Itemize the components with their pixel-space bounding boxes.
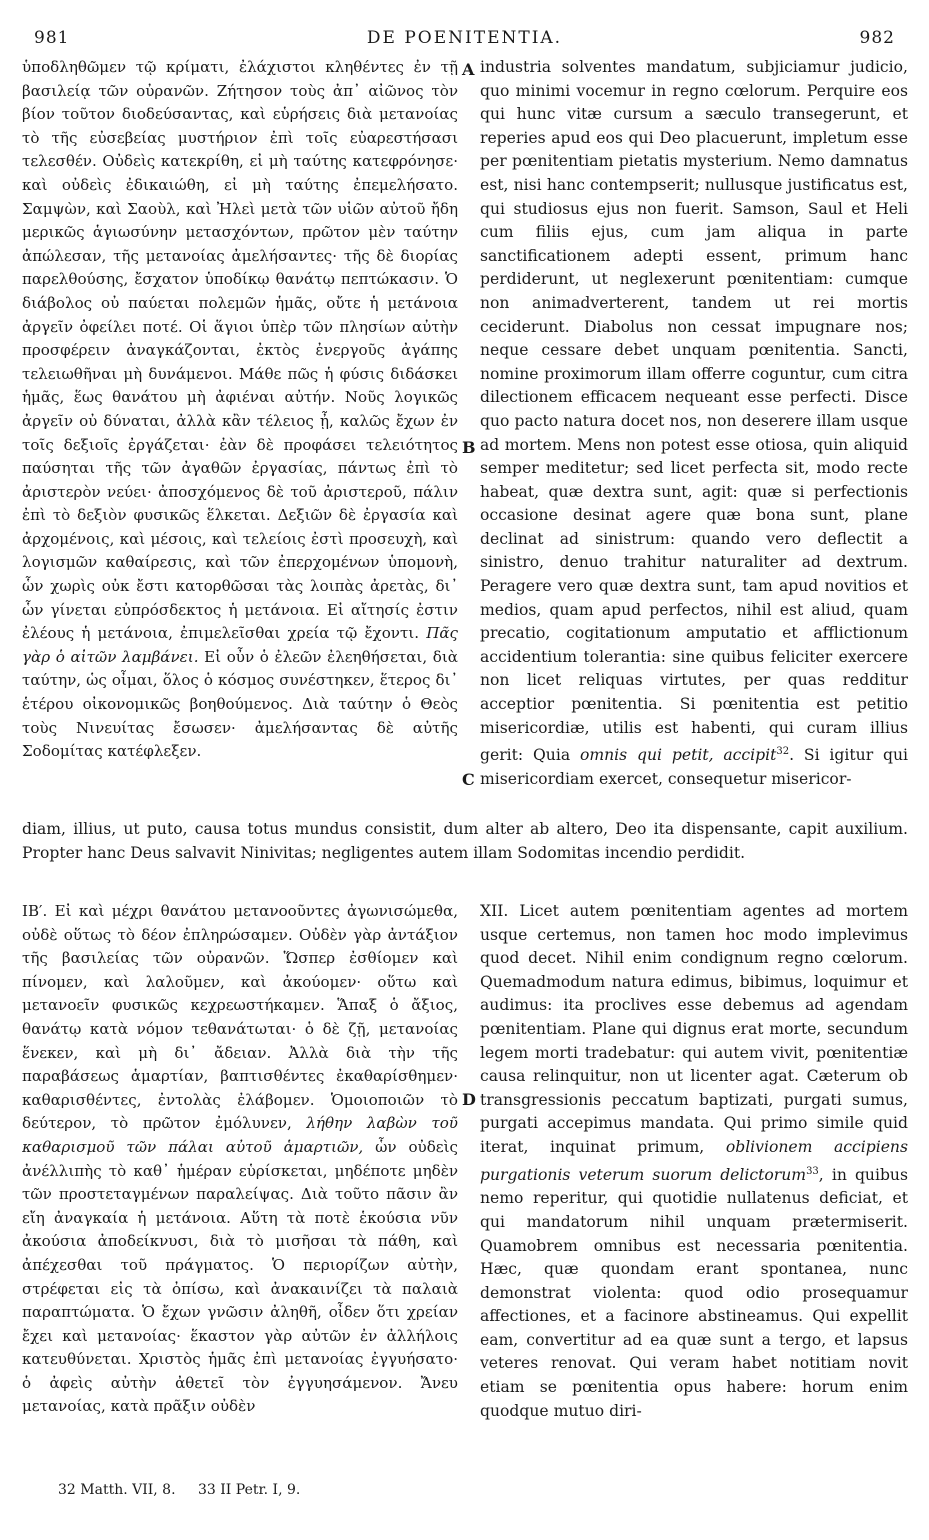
greek-column-bottom (22, 900, 458, 1419)
page-header (34, 28, 895, 54)
fullwidth-paragraph: diam, illius, ut puto, causa totus mundus consistit, dum alter ab altero, Deo ita dispensante, capit auxilium. Propter hanc Deus salvavit Ninivitas; negligentes autem illam Sodomitas incendio perdidit. (22, 820, 908, 862)
latin-column-bottom (480, 900, 908, 1423)
column-marker-c: C (462, 770, 475, 789)
greek-column-top (22, 56, 458, 764)
column-marker-b: B (462, 438, 476, 457)
running-title: DE POENITENTIA. (366, 28, 563, 48)
greek-text: ὑποδληθῶμεν τῷ κρίματι, ἐλάχιστοι κληθέντες ἐν τῇ βασιλείᾳ τῶν οὐρανῶν. Ζήτησον τοὺς ἀπ᾽ αἰῶνος τὸν βίον τοῦτον διοδεύσαντας, καὶ εὑρήσεις διὰ μετανοίας τὸ τῆς εὐσεβείας μυστήριον ἐπὶ τοῖς εὐαρεστήσασι τελεσθέν. Οὐδεὶς κατεκρίθη, εἰ μὴ ταύτης κατεφρόνησε· καὶ οὐδεὶς ἐδικαιώθη, εἰ μὴ ταύτης ἐπεμελήσατο. Σαμψὼν, καὶ Σαοὺλ, καὶ Ἠλεὶ μετὰ τῶν υἱῶν αὐτοῦ ἤδη μερικῶς ἁγιωσύνην μετασχόντων, πρῶτον μὲν ταύτην ἀπώλεσαν, τῆς μετανοίας ἀμελήσαντες· τῆς δὲ διορίας παρελθούσης, ἔσχατον ὑποδίκῳ θανάτῳ πεπτώκασιν. Ὁ διάβολος οὐ παύεται πολεμῶν ἡμᾶς, οὔτε ἡ μετάνοια ἀργεῖν ὀφείλει ποτέ. Οἱ ἅγιοι ὑπὲρ τῶν πλησίων αὐτὴν προσφέρειν ἀναγκάζονται, ἐκτὸς ἐνεργοῦς ἀγάπης τελειωθῆναι μὴ δυνάμενοι. Μάθε πῶς ἡ φύσις διδάσκει ἡμᾶς, ἕως θανάτου μὴ ἀφιέναι αὐτήν. Νοῦς λογικῶς ἀργεῖν οὐ δύναται, ἀλλὰ κἂν τέλειος ᾖ, καλῶς ἔχων ἐν τοῖς δεξιοῖς ἐργάζεται· ἐὰν δὲ προφάσει τελειότητος παύσηται τῆς τῶν ἀγαθῶν ἐργασίας, πάντως ἐπὶ τὸ ἀριστερὸν νεύει· ἀποσχόμενος δὲ τοῦ ἀριστεροῦ, πάλιν ἐπὶ τὸ δεξιὸν φυσικῶς ἕλκεται. Δεξιῶν δὲ ἐργασία καὶ ἀρχομένοις, καὶ μέσοις, καὶ τελείοις ἐστὶ προσευχὴ, καὶ λογισμῶν καθαίρεσις, καὶ τῶν ἐπερχομένων ὑπομονὴ, ὧν χωρὶς οὐκ ἔστι κατορθῶσαι τὰς λοιπὰς ἀρετὰς, δι᾽ ὧν γίνεται εὐπρόσδεκτος ἡ μετάνοια. Εἰ αἴτησίς ἐστιν ἐλέους ἡ μετάνοια, ἐπιμελεῖσθαι χρεία τῷ ἔχοντι. (22, 58, 458, 643)
latin-text-end: . Si igitur qui misericordiam exercet, consequetur misericor- (480, 746, 908, 788)
footnotes (58, 1482, 318, 1498)
latin-section-xii-cont: , in quibus nemo reperitur, qui quotidie nullatenus deficiat, et qui mandatorum nihil unquam prætermiserit. Quamobrem omnibus est necessaria pœnitentia. Hæc, quæ quondam erant spontanea, nunc demonstrat violenta: quod odio prosequamur affectiones, et a facinore abstineamus. Qui expellit eam, convertitur ad ea quæ sunt a tergo, et lapsus veteres renovat. Qui veram habet notitiam novit etiam se pœnitentia opus habere: horum enim quodque mutuo diri- (480, 1165, 908, 1420)
latin-italic-quote-2: oblivionem accipiens purgationis veterum suorum delictorum (480, 1137, 908, 1184)
left-page-number: 981 (34, 28, 70, 48)
greek-section-xii-cont: ὧν οὐδεὶς ἀνέλλιπὴς τὸ καθ᾽ ἡμέραν εὑρίσκεται, μηδέποτε μηδὲν τῶν προστεταγμένων παραλείψας. Διὰ τοῦτο πᾶσιν ἂν εἴη ἀναγκαία ἡ μετάνοια. Αὕτη τὰ ποτὲ ἑκούσια νῦν ἀκούσια ἀποδείκνυσι, διὰ τὸ μισῆσαι τὰ πάθη, καὶ ἀπέχεσθαι τοῦ πράγματος. Ὁ περιορίζων αὐτὴν, στρέφεται εἰς τὰ ὀπίσω, καὶ ἀνακαινίζει τὰ παλαιὰ παραπτώματα. Ὁ ἔχων γνῶσιν ἀληθῆ, οἶδεν ὅτι χρείαν ἔχει καὶ μετανοίας· ἕκαστον γὰρ αὐτῶν ἐν ἀλλήλοις κατευθύνεται. Χριστὸς ἡμᾶς ἐπὶ μετανοίας ἐγγυήσατο· ὁ ἀφεὶς αὐτὴν ἀθετεῖ τὸν ἐγγυησάμενον. Ἄνευ μετανοίας, κατὰ πρᾶξιν οὐδὲν (22, 1137, 458, 1416)
right-page-number: 982 (859, 28, 895, 48)
footnote-32: 32 Matth. VII, 8. (58, 1482, 176, 1498)
greek-text-end: Εἰ οὖν ὁ ἐλεῶν ἐλεηθήσεται, διὰ ταύτην, ὡς οἶμαι, ὅλος ὁ κόσμος συνέστηκεν, ἕτερος δι᾽ ἑτέρου οἰκονομικῶς βοηθούμενος. Διὰ ταύτην ὁ Θεὸς τοὺς Νινευίτας ἔσωσεν· ἀμελήσαντας δὲ αὐτῆς Σοδομίτας κατέφλεξεν. (22, 647, 458, 761)
footnote-33: 33 II Petr. I, 9. (198, 1482, 301, 1498)
latin-italic-quote: omnis qui petit, accipit (579, 746, 777, 765)
greek-italic-quote: Πᾶς γὰρ ὁ αἰτῶν λαμβάνει. (22, 624, 458, 666)
latin-column-top (480, 56, 908, 792)
latin-text: industria solventes mandatum, subjiciamur judicio, quo minimi vocemur in regno cœlorum. Perquire eos qui hunc vitæ cursum a sæculo transegerunt, et reperies apud eos qui Deo placuerunt, impletum esse per pœnitentiam pietatis mysterium. Nemo damnatus est, nisi hanc contempserit; nullusque justificatus est, qui studiosus ejus non fuerit. Samson, Saul et Heli cum filiis ejus, cum jam aliqua in parte sanctificationem adepti essent, primum hanc perdiderunt, ut neglexerunt pœnitentiam: cumque non animadverterent, tandem ut rei mortis ceciderunt. Diabolus non cessat impugnare nos; neque cessare debet unquam pœnitentia. Sancti, nomine proximorum illam offerre coguntur, cum citra dilectionem efficacem nequeant esse perfecti. Disce quo pacto natura docet nos, non deserere illam usque ad mortem. Mens non potest esse otiosa, quin aliquid semper meditetur; sed licet perfecta sit, modo recte habeat, quæ dextra sunt, agit: quæ si perfectionis occasione desinat agere quæ bona sunt, plane declinat ad sinistrum: quando vero deflectit a sinistro, denuo trahitur naturaliter ad dextrum. Peragere vero quæ dextra sunt, tam apud novitios et medios, quam apud perfectos, nihil est aliud, quam precatio, cogitationum amputatio et afflictionum accidentium tolerantia: sine quibus feliciter exercere non licet reliquas virtutes, per quas redditur acceptior pœnitentia. Si pœnitentia est petitio misericordiæ, utilis est habenti, qui curam illius gerit: Quia (480, 58, 908, 765)
greek-italic-quote-2: λήθην λαβὼν τοῦ καθαρισμοῦ τῶν πάλαι αὐτοῦ ἁμαρτιῶν, (22, 1114, 458, 1156)
latin-section-xii: XII. Licet autem pœnitentiam agentes ad mortem usque certemus, non tamen hoc modo implevimus quod decet. Nihil enim condignum regno cœlorum. Quemadmodum natura edimus, bibimus, loquimur et audimus: ita proclives esse debemus ad agendam pœnitentiam. Plane qui dignus erat morte, secundum legem morti tradebatur: qui autem vivit, pœnitentiæ causa relinquitur, non ut licenter agat. Cæterum ob transgressionis peccatum baptizati, purgati sumus, purgati accepimus mandata. Qui primo simile quid iterat, inquinat primum, (480, 902, 908, 1156)
greek-section-xii: ΙΒ′. Εἰ καὶ μέχρι θανάτου μετανοοῦντες ἀγωνισώμεθα, οὐδὲ οὕτως τὸ δέον ἐπληρώσαμεν. Οὐδὲν γὰρ ἀντάξιον τῆς βασιλείας τῶν οὐρανῶν. Ὥσπερ ἐσθίομεν καὶ πίνομεν, καὶ λαλοῦμεν, καὶ ἀκούομεν· οὕτω καὶ μετανοεῖν φυσικῶς κεχρεωστήκαμεν. Ἅπαξ ὁ ἄξιος, θανάτῳ κατὰ νόμον τεθανάτωται· ὁ δὲ ζῇ, μετανοίας ἕνεκεν, καὶ μὴ δι᾽ ἄδειαν. Ἀλλὰ διὰ τὴν τῆς παραβάσεως ἁμαρτίαν, βαπτισθέντες ἐκαθαρίσθημεν· καθαρισθέντες, ἐντολὰς ἐλάβομεν. Ὁμοιοποιῶν τὸ δεύτερον, τὸ πρῶτον ἐμόλυνεν, (22, 902, 458, 1133)
footnote-ref-32: 32 (776, 746, 790, 758)
footnote-ref-33: 33 (806, 1165, 819, 1177)
column-marker-a: A (462, 60, 475, 79)
column-marker-d: D (462, 1090, 476, 1109)
